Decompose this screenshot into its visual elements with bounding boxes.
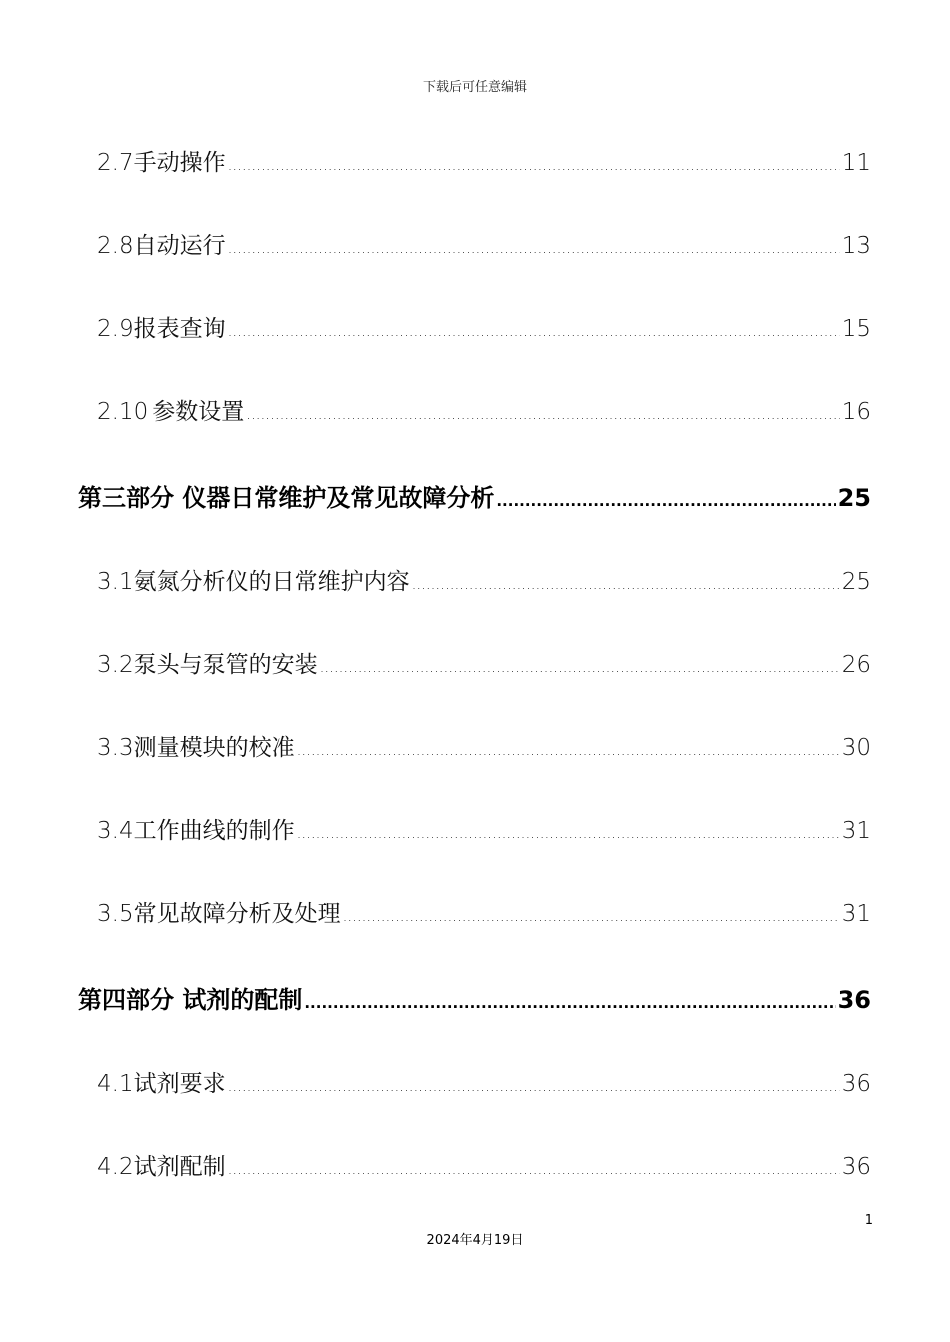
toc-entry-2-8[interactable]: [97, 227, 871, 260]
toc-entry-number: 3.2: [97, 652, 134, 678]
toc-entry-title: 试剂要求: [133, 1071, 226, 1097]
page-footer-date: 2024年4月19日: [426, 1233, 524, 1248]
toc-entry-page: 31: [841, 901, 871, 927]
toc-entry-title: 第三部分 仪器日常维护及常见故障分析: [78, 484, 495, 512]
dot-leader: [246, 399, 840, 425]
toc-entry-title: 测量模块的校准: [133, 735, 295, 761]
dot-leader: [228, 150, 840, 176]
dot-leader: [228, 1154, 840, 1180]
toc-entry-title: 工作曲线的制作: [133, 818, 295, 844]
toc-entry-number: 3.5: [97, 901, 134, 927]
toc-entry-page: 25: [837, 484, 871, 512]
dot-leader: [297, 735, 840, 761]
toc-entry-title: 氨氮分析仪的日常维护内容: [133, 569, 410, 595]
toc-entry-number: 3.1: [97, 569, 134, 595]
dot-leader: [228, 233, 840, 259]
toc-entry-number: 2.9: [97, 316, 134, 342]
dot-leader: [304, 986, 835, 1014]
toc-entry-page: 11: [841, 150, 871, 176]
toc-entry-2-10[interactable]: [97, 393, 871, 426]
toc-entry-page: 13: [841, 233, 871, 259]
dot-leader: [412, 569, 840, 595]
toc-entry-title: 手动操作: [133, 150, 226, 176]
toc-entry-3-3[interactable]: [97, 729, 871, 762]
dot-leader: [343, 901, 840, 927]
toc-entry-4-1[interactable]: [97, 1065, 871, 1098]
toc-entry-2-9[interactable]: [97, 310, 871, 343]
toc-entry-page: 25: [841, 569, 871, 595]
toc-entry-page: 36: [837, 986, 871, 1014]
toc-entry-number: 4.2: [97, 1154, 134, 1180]
toc-entry-page: 16: [841, 399, 871, 425]
toc-entry-page: 26: [841, 652, 871, 678]
toc-entry-3-2[interactable]: [97, 646, 871, 679]
toc-entry-3-4[interactable]: [97, 812, 871, 845]
toc-entry-number: 3.4: [97, 818, 134, 844]
toc-entry-number: 4.1: [97, 1071, 134, 1097]
page-number: 1: [864, 1213, 873, 1228]
toc-entry-page: 36: [841, 1071, 871, 1097]
toc-entry-number: 2.10: [97, 399, 149, 425]
toc-entry-title: 泵头与泵管的安装: [133, 652, 318, 678]
toc-entry-part-4[interactable]: [78, 980, 871, 1015]
toc-entry-part-3[interactable]: [78, 478, 871, 513]
toc-entry-4-2[interactable]: [97, 1148, 871, 1181]
toc-entry-title: 第四部分 试剂的配制: [78, 986, 303, 1014]
toc-entry-page: 30: [841, 735, 871, 761]
toc-entry-title: 报表查询: [133, 316, 226, 342]
toc-entry-title: 常见故障分析及处理: [133, 901, 341, 927]
toc-entry-title: 参数设置: [152, 399, 245, 425]
toc-entry-3-1[interactable]: [97, 563, 871, 596]
dot-leader: [228, 1071, 840, 1097]
dot-leader: [496, 484, 835, 512]
toc-entry-3-5[interactable]: [97, 895, 871, 928]
toc-entry-number: 3.3: [97, 735, 134, 761]
toc-entry-page: 15: [841, 316, 871, 342]
toc-entry-number: 2.8: [97, 233, 134, 259]
dot-leader: [320, 652, 840, 678]
toc-entry-page: 31: [841, 818, 871, 844]
dot-leader: [297, 818, 840, 844]
page-header: 下载后可任意编辑: [422, 80, 527, 95]
toc-entry-number: 2.7: [97, 150, 134, 176]
toc-entry-title: 自动运行: [133, 233, 226, 259]
toc-entry-title: 试剂配制: [133, 1154, 226, 1180]
toc-entry-page: 36: [841, 1154, 871, 1180]
toc-entry-2-7[interactable]: [97, 144, 871, 177]
dot-leader: [228, 316, 840, 342]
